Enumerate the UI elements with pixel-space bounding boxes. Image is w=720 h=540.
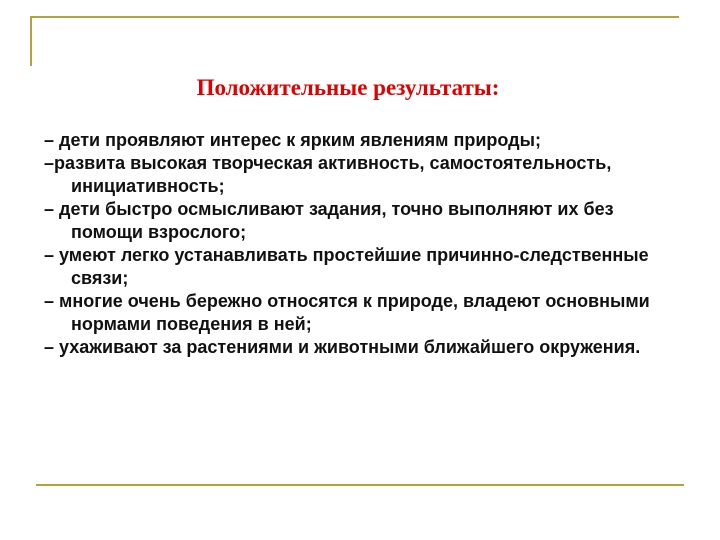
list-item: –развита высокая творческая активность, самостоятельность, инициативность;	[44, 153, 612, 196]
frame-top-line	[30, 16, 679, 18]
frame-bottom-line	[36, 484, 684, 486]
slide-title: Положительные результаты:	[196, 75, 500, 100]
list-item: – умеют легко устанавливать простейшие причинно-следственные связи;	[44, 245, 649, 288]
list-item: – дети проявляют интерес к ярким явлениям природы;	[44, 130, 541, 150]
frame-left-line	[30, 16, 32, 66]
list-item: – ухаживают за растениями и животными ближайшего окружения.	[44, 337, 641, 357]
list-item: – многие очень бережно относятся к природе, владеют основными нормами поведения в ней;	[44, 291, 650, 334]
list-item: – дети быстро осмысливают задания, точно выполняют их без помощи взрослого;	[44, 199, 614, 242]
results-list	[44, 129, 684, 359]
